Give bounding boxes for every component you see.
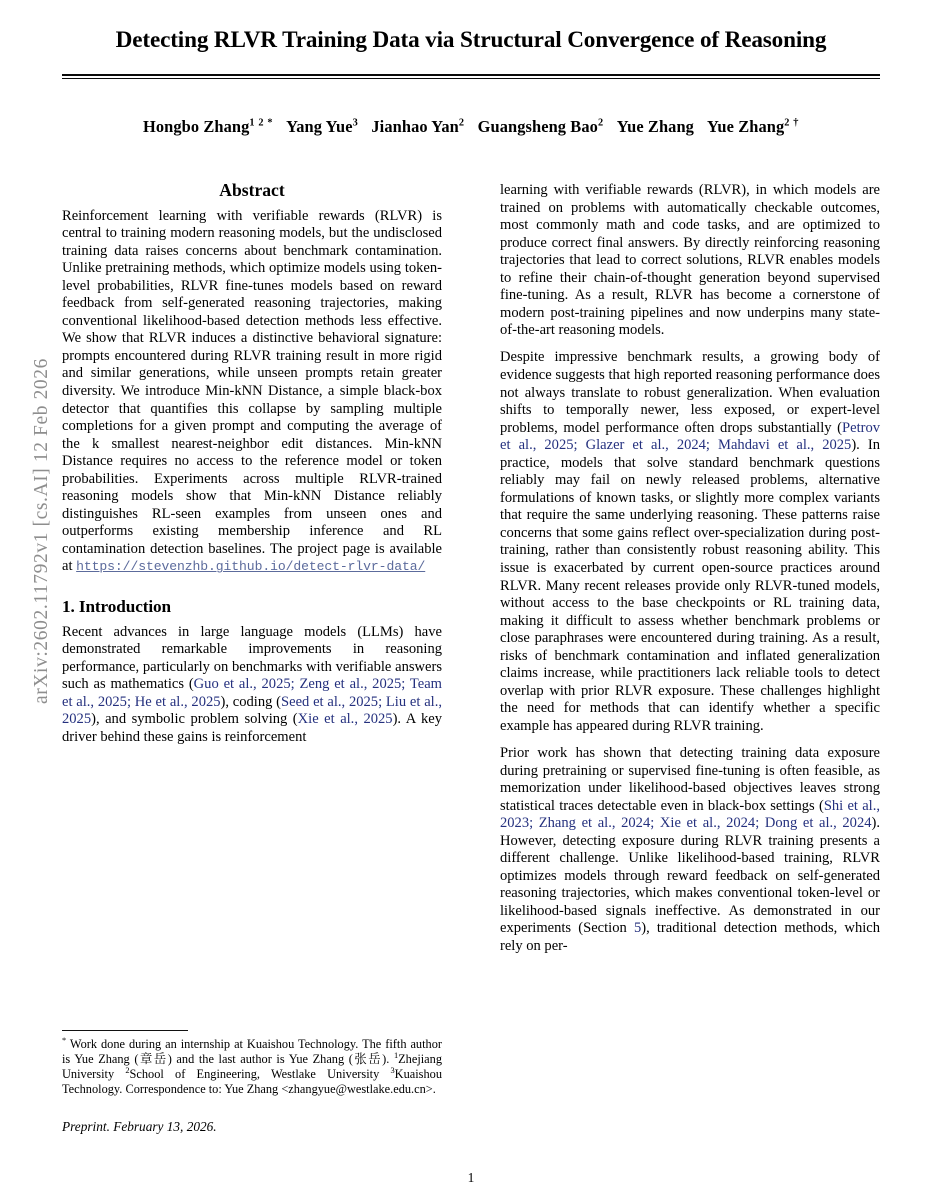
author-list <box>62 79 880 137</box>
intro-p1-text-c: ), and symbolic problem solving ( <box>91 711 298 728</box>
section-heading-introduction: 1. Introduction <box>62 597 171 617</box>
intro-paragraph-1-continued <box>500 182 880 340</box>
paper-content <box>62 0 880 1200</box>
footnote-block <box>62 1030 442 1136</box>
intro-p3-text-b: ). However, detecting exposure during RLVR training presents a different challenge. Unlike likelihood-based training, RLVR optimizes models through reward feedback on self-generated reasoning trajectories, which makes conventional token-level or likelihood-based signals ineffective. As demonstrated in our experiments (Section <box>500 815 880 937</box>
intro-paragraph-1 <box>62 624 442 747</box>
preprint-line: Preprint. February 13, 2026. <box>62 1119 217 1135</box>
intro-p1-text-a: Recent advances in large language models (LLMs) have demonstrated remarkable improvements in reasoning performance, particularly on benchmarks with verifiable answers such as mathematics ( <box>62 623 442 693</box>
project-page-link[interactable]: https://stevenzhb.github.io/detect-rlvr-data/ <box>76 559 426 575</box>
author-name: Yue Zhang <box>706 116 785 136</box>
abstract-heading: Abstract <box>219 180 285 200</box>
arxiv-identifier-stamp: arXiv:2602.11792v1 [cs.AI] 12 Feb 2026 <box>31 358 52 704</box>
author-affiliation-marks: 3 <box>352 117 359 129</box>
left-column <box>62 182 442 1192</box>
author-entry <box>707 117 799 136</box>
citation-group[interactable]: Shi et al., 2023; Zhang et al., 2024; Xie et al., 2024; Dong et al., 2024 <box>500 797 880 832</box>
author-name: Guangsheng Bao <box>477 116 598 136</box>
citation-group[interactable]: Xie et al., 2025 <box>297 711 393 728</box>
affiliation-mark-3: 3 <box>390 1065 395 1075</box>
footnote-text <box>62 1037 442 1097</box>
author-name: Yue Zhang <box>616 116 694 136</box>
footnote-body: Work done during an internship at Kuaishou Technology. The fifth author is Yue Zhang (章岳) and the last author is Yue Zhang (张岳). <box>62 1036 442 1066</box>
author-name: Hongbo Zhang <box>143 116 250 136</box>
author-affiliation-marks: 1 2 * <box>249 117 274 129</box>
affiliation-3: Kuaishou Technology. Correspondence to: Yue Zhang <zhangyue@westlake.edu.cn>. <box>62 1066 442 1096</box>
intro-paragraph-3 <box>500 745 880 956</box>
intro-p2-text-b: ). In practice, models that solve standard benchmark questions reliably may fail on newly released problems, alternative formulations of known tasks, or slightly more complex variants that require the same underlying reasoning. These patterns raise concerns that some gains reflect over-specialization during post-training, rather than consistently robust reasoning ability. This issue is exacerbated by current open-source practices around RLVR. Many recent releases provide only RLVR-tuned models, without access to the base checkpoints or RL training data, making it difficult to assess whether benchmark problems or close paraphrases were encountered during training. As a result, risks of benchmark contamination and inflated generalization claims increase, while practitioners lack reliable tools to detect overlap with prior RLVR exposure. These challenges highlight the need for methods that can identify whether a specific example has appeared during RLVR training. <box>500 437 880 734</box>
right-column <box>500 182 880 1192</box>
section-reference[interactable]: 5 <box>633 920 642 937</box>
citation-group[interactable]: Seed et al., 2025; Liu et al., 2025 <box>62 693 442 728</box>
author-entry <box>286 117 358 136</box>
affiliation-2: School of Engineering, Westlake University <box>129 1066 391 1081</box>
author-name: Yang Yue <box>286 116 353 136</box>
two-column-body <box>62 182 880 1192</box>
author-affiliation-marks: 2 <box>458 117 465 129</box>
affiliation-mark-1: 1 <box>393 1050 399 1060</box>
intro-p2-text-a: Despite impressive benchmark results, a growing body of evidence suggests that high reported reasoning performance does not always translate to robust generalization. When evaluation shifts to temporally newer, less exposed, or expert-level problems, model performance often drops substantially ( <box>500 349 880 436</box>
intro-p3-text-c: ), traditional detection methods, which rely on per- <box>500 920 880 954</box>
affiliation-mark-2: 2 <box>125 1065 130 1075</box>
abstract-paragraph <box>62 208 442 576</box>
citation-group[interactable]: Petrov et al., 2025; Glazer et al., 2024; Mahdavi et al., 2025 <box>500 419 880 454</box>
intro-p1-text-d: ). A key driver behind these gains is reinforcement <box>62 711 442 745</box>
intro-paragraph-2 <box>500 349 880 735</box>
author-name: Jianhao Yan <box>371 116 459 136</box>
page-title: Detecting RLVR Training Data via Structural Convergence of Reasoning <box>115 27 827 53</box>
footnote-divider <box>62 1030 188 1031</box>
citation-group[interactable]: Guo et al., 2025; Zeng et al., 2025; Team et al., 2025; He et al., 2025 <box>62 676 442 710</box>
affiliation-1: Zhejiang University <box>62 1051 442 1081</box>
intro-p1-text-b: ), coding ( <box>220 693 282 710</box>
abstract-text: Reinforcement learning with verifiable rewards (RLVR) is central to training modern reasoning models, but the undisclosed training data raises concerns about benchmark contamination. Unlike pretraining methods, which optimize models using token-level probabilities, RLVR fine-tunes models based on reward feedback from self-generated reasoning trajectories, making conventional likelihood-based detection methods less effective. We show that RLVR induces a distinctive behavioral signature: prompts encountered during RLVR training result in more rigid and similar generations, while unseen prompts retain greater diversity. We introduce Min-kNN Distance, a simple black-box detector that quantifies this collapse by sampling multiple completions for a given prompt and computing the average of the k smallest nearest-neighbor edit distances. Min-kNN Distance requires no access to the reference model or token probabilities. Experiments across multiple RLVR-trained reasoning models show that Min-kNN Distance reliably distinguishes RL-seen examples from unseen ones and outperforms existing membership inference and RL contamination detection baselines. The project page is available at <box>62 207 442 575</box>
intro-p1-continuation: learning with verifiable rewards (RLVR), in which models are trained on problems with automatically checkable outcomes, most commonly math and code tasks, and are optimized to produce correct final answers. By directly reinforcing reasoning trajectories that lead to correct solutions, RLVR enables models to refine their chain-of-thought generation beyond supervised fine-tuning. As a result, RLVR has become a cornerstone of modern post-training pipelines and now underpins many state-of-the-art reasoning models. <box>500 182 880 339</box>
author-entry <box>143 117 273 136</box>
author-affiliation-marks: 2 <box>597 117 604 129</box>
intro-p3-text-a: Prior work has shown that detecting training data exposure during pretraining or supervised fine-tuning is often feasible, as memorization under likelihood-based objectives leaves strong statistical traces detectable even in black-box settings ( <box>500 744 880 814</box>
author-entry <box>478 117 604 136</box>
author-entry <box>617 117 694 136</box>
author-affiliation-marks: 2 † <box>784 117 799 129</box>
footnote-asterisk: * <box>62 1035 67 1045</box>
page-number: 1 <box>467 1170 475 1185</box>
author-entry <box>371 117 464 136</box>
